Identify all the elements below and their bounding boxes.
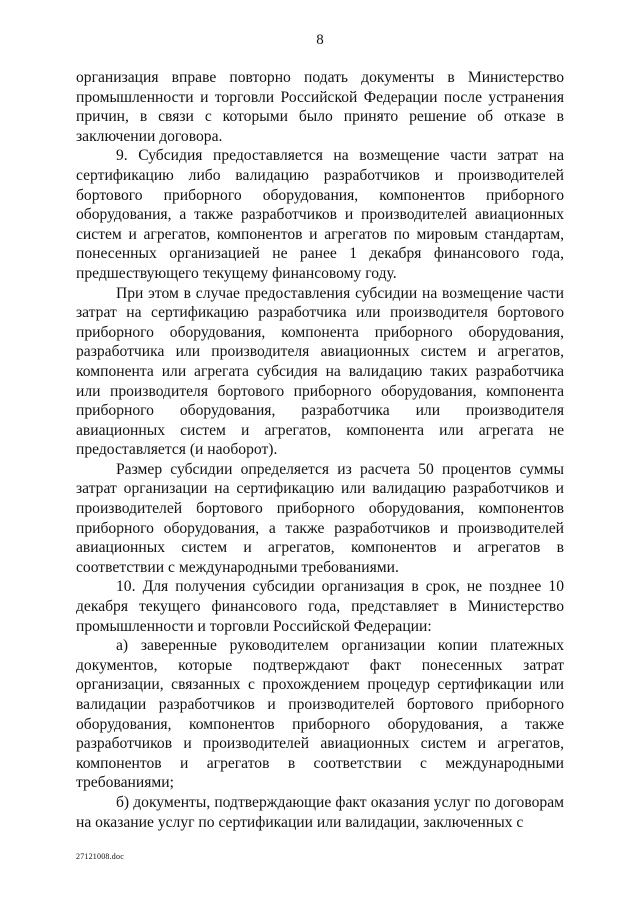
paragraph-clause-10: 10. Для получения субсидии организация в срок, не позднее 10 декабря текущего финансового года, представляет в Министерство промышленности и торговли Российской Федерации: (76, 578, 564, 635)
paragraph-item-a: а) заверенные руководителем организации копии платежных документов, которые подтверждают факт понесенных затрат организации, связанных с прохождением процедур сертификации или валидации разработчиков и производителей бортового приборного оборудования, компонентов приборного оборудования, а также разработчиков и производителей авиационных систем и агрегатов, компонентов и агрегатов в соответствии с международными требованиями; (76, 637, 564, 792)
document-body (76, 68, 564, 832)
paragraph-continuation: организация вправе повторно подать документы в Министерство промышленности и торговли Российской Федерации после устранения причин, в связи с которыми было принято решение об отказе в заключении договора. (76, 69, 564, 145)
page-number: 8 (316, 32, 324, 48)
paragraph-exception: При этом в случае предоставления субсидии на возмещение части затрат на сертификацию разработчика или производителя бортового приборного оборудования, компонента приборного оборудования, разработчика или производителя авиационных систем и агрегатов, компонента или агрегата субсидия на валидацию таких разработчика или производителя бортового приборного оборудования, компонента приборного оборудования, разработчика или производителя авиационных систем и агрегатов, компонента или агрегата не предоставляется (и наоборот). (76, 284, 564, 459)
paragraph-subsidy-amount: Размер субсидии определяется из расчета 50 процентов суммы затрат организации на сертификацию или валидацию разработчиков и производителей бортового приборного оборудования, компонентов приборного оборудования, а также разработчиков и производителей авиационных систем и агрегатов, компонентов и агрегатов в соответствии с международными требованиями. (76, 460, 564, 576)
footer-file-name: 27121008.doc (76, 852, 124, 861)
paragraph-clause-9: 9. Субсидия предоставляется на возмещение части затрат на сертификацию либо валидацию разработчиков и производителей бортового приборного оборудования, компонентов приборного оборудования, а также разработчиков и производителей авиационных систем и агрегатов, компонентов и агрегатов по мировым стандартам, понесенных организацией не ранее 1 декабря финансового года, предшествующего текущему финансовому году. (76, 147, 564, 282)
paragraph-item-b: б) документы, подтверждающие факт оказания услуг по договорам на оказание услуг по сертификации или валидации, заключенных с (76, 793, 564, 831)
